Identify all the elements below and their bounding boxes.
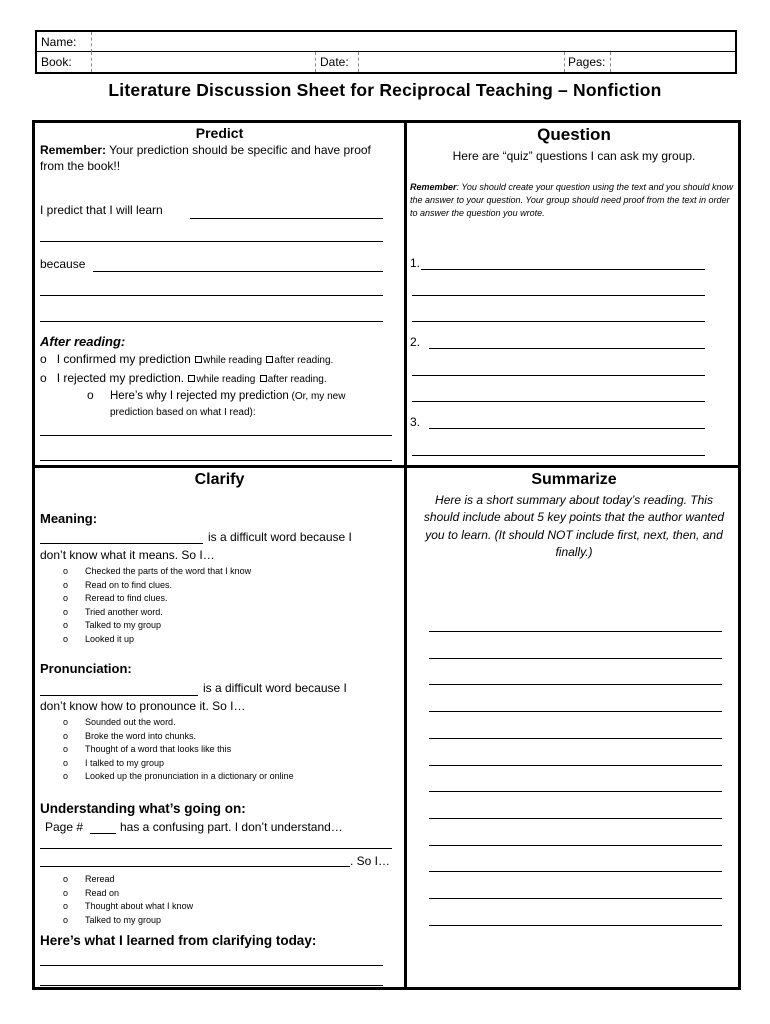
- pronunciation-word-line[interactable]: [40, 695, 198, 696]
- bullet-icon: o: [40, 371, 47, 385]
- pages-divider: [610, 52, 611, 72]
- list-item-label: Read on to find clues.: [85, 579, 173, 590]
- understanding-line-2[interactable]: [40, 866, 350, 867]
- list-item-label: Looked up the pronunciation in a dictionary or online: [85, 771, 294, 781]
- because-line-1[interactable]: [93, 271, 383, 272]
- why-rejected-note: (Or, my new prediction based on what I read):: [110, 391, 346, 418]
- pages-label: Pages:: [568, 55, 606, 69]
- meaning-word-line[interactable]: [40, 543, 203, 544]
- q1-line-3[interactable]: [412, 321, 705, 322]
- bullet-icon: o: [63, 606, 69, 617]
- summary-line[interactable]: [429, 711, 722, 712]
- rejected-line-1[interactable]: [40, 435, 392, 436]
- bullet-icon: o: [63, 901, 69, 911]
- question-remember-bold: Remember: [410, 182, 457, 192]
- understanding-line-1[interactable]: [40, 848, 392, 849]
- after-reading-checkbox[interactable]: [266, 356, 273, 363]
- learned-line-1[interactable]: [40, 965, 383, 966]
- date-divider: [358, 52, 359, 72]
- list-item: [63, 888, 393, 900]
- book-field[interactable]: [93, 52, 313, 72]
- question-subtitle: Here are “quiz” questions I can ask my group.: [452, 149, 696, 163]
- after-reading-label-2: after reading.: [267, 374, 327, 385]
- header-box: [35, 30, 737, 74]
- list-item-label: Talked to my group: [85, 914, 162, 925]
- q1-line-2[interactable]: [412, 295, 705, 296]
- bullet-icon: o: [63, 579, 69, 590]
- understanding-heading: Understanding what’s going on:: [40, 801, 246, 816]
- after-reading-checkbox-2[interactable]: [260, 375, 267, 382]
- question-section: [407, 123, 741, 465]
- learned-line-2[interactable]: [40, 985, 383, 986]
- bullet-icon: o: [40, 352, 47, 366]
- because-label: because: [40, 257, 86, 271]
- list-item-label: I talked to my group: [85, 757, 165, 768]
- page-label: Page #: [45, 820, 84, 834]
- question-remember: [410, 181, 738, 220]
- while-reading-checkbox[interactable]: [195, 356, 202, 363]
- name-row: [37, 32, 735, 52]
- predict-remember-bold: Remember:: [40, 143, 107, 157]
- so-i-text: . So I…: [350, 854, 391, 868]
- pages-field[interactable]: [612, 52, 732, 72]
- learned-heading: Here’s what I learned from clarifying today:: [40, 933, 317, 948]
- bullet-icon: o: [63, 744, 69, 754]
- list-item: [63, 580, 393, 592]
- book-divider: [91, 52, 92, 72]
- summarize-section: [407, 468, 741, 990]
- page-confusing-text: has a confusing part. I don’t understand…: [120, 820, 343, 834]
- list-item-label: Checked the parts of the word that I know: [85, 566, 252, 576]
- predict-line-1[interactable]: [190, 218, 383, 219]
- predict-section: [35, 123, 404, 465]
- summary-line[interactable]: [429, 765, 722, 766]
- bullet-icon: o: [63, 730, 69, 741]
- summary-line[interactable]: [429, 791, 722, 792]
- pages-divider-left: [564, 52, 565, 72]
- bullet-icon: o: [63, 874, 69, 884]
- list-item-label: Thought about what I know: [85, 901, 194, 911]
- meaning-text: is a difficult word because I: [208, 530, 352, 544]
- list-item: [63, 901, 393, 913]
- bullet-icon: o: [63, 757, 69, 768]
- meaning-heading: Meaning:: [40, 511, 98, 526]
- q1-number: 1.: [410, 256, 421, 270]
- after-reading-label: after reading.: [274, 355, 334, 366]
- date-label: Date:: [320, 55, 349, 69]
- q1-line-1[interactable]: [421, 269, 705, 270]
- bullet-icon: o: [63, 620, 69, 630]
- list-item-label: Broke the word into chunks.: [85, 730, 197, 741]
- q2-number: 2.: [410, 335, 421, 349]
- list-item: [63, 744, 393, 756]
- list-item: [63, 566, 393, 578]
- q2-line-3[interactable]: [412, 401, 705, 402]
- confirmed-label: I confirmed my prediction: [56, 352, 191, 366]
- q2-line-2[interactable]: [412, 375, 705, 376]
- why-rejected-text: [110, 389, 390, 420]
- book-row: [37, 52, 735, 72]
- meaning-text-2: don’t know what it means. So I…: [40, 548, 215, 562]
- summary-line[interactable]: [429, 871, 722, 872]
- page-number-line[interactable]: [90, 833, 116, 834]
- predict-remember-text: Your prediction should be specific and have proof from the book!!: [40, 143, 371, 173]
- name-field[interactable]: [93, 32, 733, 52]
- because-line-2[interactable]: [40, 295, 383, 296]
- predict-line-2[interactable]: [40, 241, 383, 242]
- summary-line[interactable]: [429, 925, 722, 926]
- list-item: [63, 731, 393, 743]
- list-item: [63, 634, 393, 646]
- predict-remember: [40, 143, 390, 174]
- list-item-label: Reread to find clues.: [85, 593, 168, 603]
- q3-number: 3.: [410, 415, 421, 429]
- because-line-3[interactable]: [40, 321, 383, 322]
- worksheet-grid: [32, 120, 741, 990]
- list-item-label: Reread: [85, 874, 115, 884]
- list-item: [63, 593, 393, 605]
- summary-line[interactable]: [429, 818, 722, 819]
- summary-line[interactable]: [429, 684, 722, 685]
- rejected-line-2[interactable]: [40, 460, 392, 461]
- why-rejected-bullet: o: [87, 388, 94, 402]
- bullet-icon: o: [63, 633, 69, 644]
- summarize-instructions: Here is a short summary about today’s reading. This should include about 5 key points that the author wanted you to learn. (It should NOT include first, next, then, and finally.): [423, 493, 725, 560]
- confirmed-row: [40, 352, 333, 368]
- bullet-icon: o: [63, 593, 69, 603]
- list-item: [63, 758, 393, 770]
- rejected-row: [40, 371, 327, 387]
- q3-line-1[interactable]: [429, 428, 705, 429]
- date-field[interactable]: [360, 52, 560, 72]
- while-reading-label: while reading: [203, 355, 263, 366]
- clarify-section: [35, 468, 404, 990]
- list-item: [63, 771, 393, 783]
- clarify-heading: Clarify: [194, 471, 245, 488]
- list-item: [63, 717, 393, 729]
- list-item-label: Read on: [85, 887, 120, 898]
- pronunciation-text-2: don’t know how to pronounce it. So I…: [40, 699, 246, 713]
- page-title: Literature Discussion Sheet for Reciprocal Teaching – Nonfiction: [108, 80, 662, 100]
- rejected-label: I rejected my prediction.: [56, 371, 185, 385]
- name-divider: [91, 32, 92, 52]
- bullet-icon: o: [63, 771, 69, 781]
- question-heading: Question: [537, 125, 611, 144]
- list-item: [63, 607, 393, 619]
- pronunciation-text: is a difficult word because I: [203, 681, 347, 695]
- date-divider-left: [315, 52, 316, 72]
- bullet-icon: o: [63, 566, 69, 576]
- bullet-icon: o: [63, 717, 69, 727]
- question-remember-text: : You should create your question using the text and you should know the answer to your question. Your group should need proof from the text in order to answer the question you wrote.: [410, 182, 734, 219]
- book-label: Book:: [41, 55, 72, 69]
- why-rejected-label: Here’s why I rejected my prediction: [110, 390, 289, 402]
- i-predict-label: I predict that I will learn: [40, 203, 163, 217]
- while-reading-label-2: while reading: [196, 374, 256, 385]
- list-item-label: Looked it up: [85, 633, 135, 644]
- bullet-icon: o: [63, 914, 69, 925]
- pronunciation-heading: Pronunciation:: [40, 661, 132, 676]
- list-item: [63, 620, 393, 632]
- list-item-label: Talked to my group: [85, 620, 162, 630]
- summary-line[interactable]: [429, 738, 722, 739]
- list-item: [63, 874, 393, 886]
- bullet-icon: o: [63, 887, 69, 898]
- summary-line[interactable]: [429, 898, 722, 899]
- q3-line-2[interactable]: [412, 455, 705, 456]
- while-reading-checkbox-2[interactable]: [188, 375, 195, 382]
- after-reading-heading: After reading:: [40, 334, 126, 349]
- summary-line[interactable]: [429, 631, 722, 632]
- list-item-label: Tried another word.: [85, 606, 163, 617]
- summary-line[interactable]: [429, 658, 722, 659]
- predict-heading: Predict: [195, 125, 244, 141]
- summary-line[interactable]: [429, 845, 722, 846]
- list-item: [63, 915, 393, 927]
- q2-line-1[interactable]: [429, 348, 705, 349]
- list-item-label: Sounded out the word.: [85, 717, 176, 727]
- name-label: Name:: [41, 35, 77, 49]
- summarize-heading: Summarize: [531, 471, 617, 488]
- list-item-label: Thought of a word that looks like this: [85, 744, 232, 754]
